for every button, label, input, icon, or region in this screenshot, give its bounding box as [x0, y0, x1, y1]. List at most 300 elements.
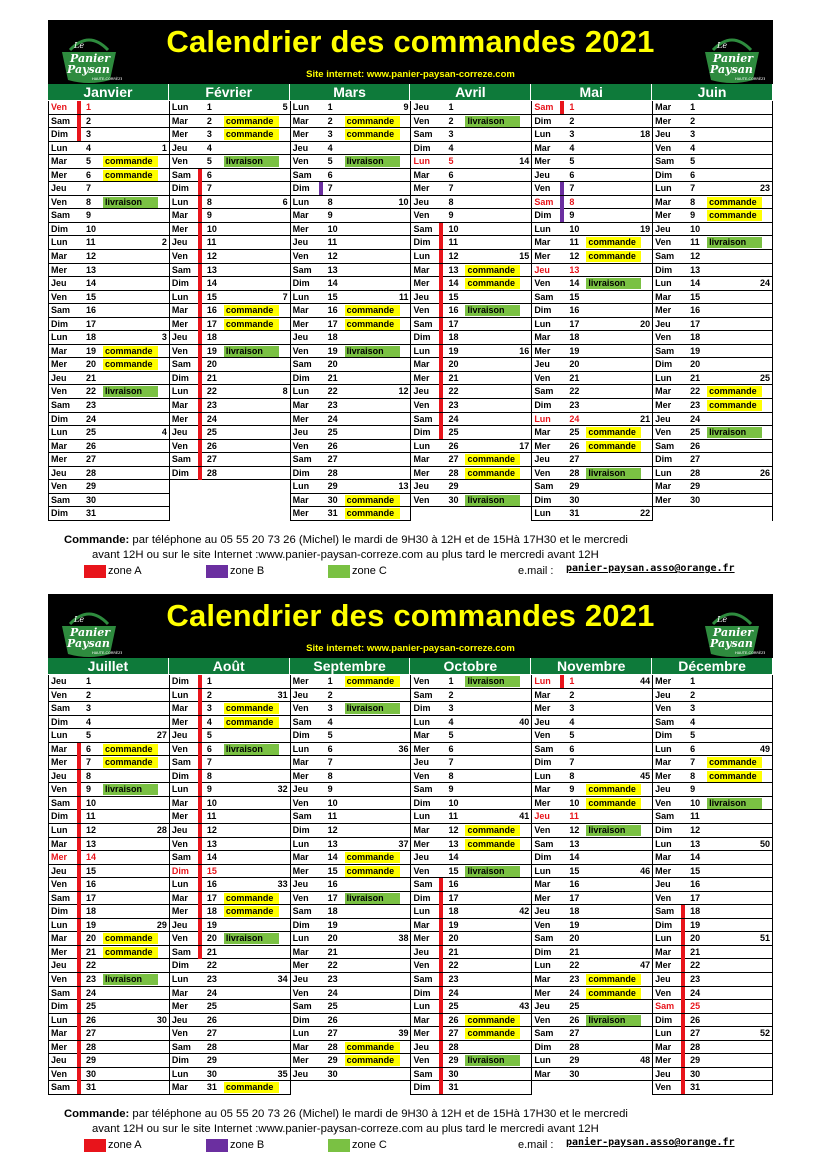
day-row: [532, 756, 652, 770]
day-row: [411, 932, 531, 946]
day-name: Mer: [534, 440, 551, 451]
day-row: [291, 716, 411, 730]
month-column: [531, 101, 652, 521]
zone-b-swatch: [206, 1139, 228, 1152]
day-row: [411, 223, 531, 237]
day-number: 26: [327, 440, 338, 451]
day-number: 30: [569, 494, 580, 505]
day-number: 10: [690, 223, 701, 234]
day-row: [532, 453, 652, 467]
day-number: 2: [206, 115, 212, 126]
day-row: [411, 345, 531, 359]
day-number: 4: [206, 716, 212, 727]
day-row: [411, 770, 531, 784]
day-number: 21: [569, 372, 580, 383]
day-number: 27: [327, 1028, 338, 1039]
day-number: 30: [86, 494, 97, 505]
week-number: 22: [640, 508, 651, 519]
day-number: 2: [86, 689, 92, 700]
zone-b-label: zone B: [230, 565, 265, 578]
commande-badge: commande: [345, 305, 400, 316]
day-number: 24: [86, 987, 97, 998]
day-name: Mer: [413, 467, 430, 478]
week-number: 51: [759, 933, 770, 944]
day-row: [170, 851, 290, 865]
day-row: [532, 358, 652, 372]
day-name: Mer: [171, 223, 188, 234]
day-row: [291, 507, 411, 521]
commande-badge: commande: [586, 784, 641, 795]
day-row: [532, 385, 652, 399]
day-row: [532, 480, 652, 494]
day-number: 21: [327, 946, 338, 957]
day-name: Mer: [655, 210, 672, 221]
day-row: [532, 851, 652, 865]
panier-paysan-logo: [699, 602, 765, 660]
day-row: [653, 236, 772, 250]
commande-badge: commande: [465, 1015, 520, 1026]
day-row: [411, 973, 531, 987]
day-number: 5: [448, 156, 454, 167]
day-name: Sam: [171, 946, 191, 957]
day-name: Lun: [534, 223, 551, 234]
day-number: 22: [327, 386, 338, 397]
day-number: 22: [448, 386, 459, 397]
day-row: [170, 453, 290, 467]
day-number: 26: [86, 1014, 97, 1025]
day-row: [653, 372, 772, 386]
week-number: 26: [759, 467, 770, 478]
day-number: 16: [206, 305, 217, 316]
day-row: [170, 304, 290, 318]
commande-badge: commande: [465, 278, 520, 289]
email-link[interactable]: panier-paysan.asso@orange.fr: [566, 563, 735, 575]
day-number: 28: [569, 1041, 580, 1052]
day-name: Mer: [171, 129, 188, 140]
day-row: [49, 783, 169, 797]
day-number: 15: [206, 291, 217, 302]
day-number: 24: [327, 413, 338, 424]
day-number: 10: [569, 797, 580, 808]
email-link[interactable]: panier-paysan.asso@orange.fr: [566, 1137, 735, 1149]
day-row: [653, 182, 772, 196]
zone-marker: [681, 987, 685, 1000]
day-number: 23: [86, 400, 97, 411]
commande-badge: commande: [103, 933, 158, 944]
day-row: [532, 702, 652, 716]
day-row: [532, 838, 652, 852]
commande-badge: commande: [224, 906, 279, 917]
day-name: Lun: [534, 1055, 551, 1066]
day-row: [49, 372, 169, 386]
day-name: Sam: [534, 196, 554, 207]
day-row: [49, 892, 169, 906]
day-number: 23: [86, 974, 97, 985]
day-number: 12: [448, 825, 459, 836]
day-number: 26: [206, 440, 217, 451]
week-number: 46: [640, 865, 651, 876]
day-number: 2: [690, 115, 696, 126]
day-number: 1: [448, 102, 454, 112]
day-number: 11: [569, 811, 579, 822]
day-number: 4: [448, 716, 454, 727]
day-name: Dim: [171, 770, 189, 781]
day-row: [49, 318, 169, 332]
zone-marker: [439, 878, 443, 891]
month-header: Avril: [410, 84, 531, 100]
day-number: 19: [327, 345, 338, 356]
livraison-badge: livraison: [465, 866, 520, 877]
day-name: Mar: [292, 852, 309, 863]
commande-badge: commande: [103, 947, 158, 958]
day-row: [49, 1081, 169, 1095]
day-number: 12: [86, 825, 97, 836]
day-row: [49, 440, 169, 454]
day-number: 15: [569, 291, 580, 302]
day-row: [532, 440, 652, 454]
day-number: 4: [448, 142, 454, 153]
day-number: 13: [448, 838, 459, 849]
svg-text:Panier: Panier: [70, 626, 111, 639]
day-row: [411, 689, 531, 703]
day-number: 31: [86, 1082, 97, 1093]
day-row: [291, 987, 411, 1001]
day-name: Sam: [413, 413, 433, 424]
day-name: Dim: [292, 278, 310, 289]
day-name: Ven: [534, 278, 551, 289]
day-number: 15: [569, 865, 580, 876]
day-number: 15: [327, 291, 338, 302]
day-row: [653, 1068, 772, 1082]
livraison-badge: livraison: [465, 495, 520, 506]
zone-a-swatch: [84, 565, 106, 578]
day-name: Dim: [51, 318, 69, 329]
day-row: [170, 932, 290, 946]
day-name: Lun: [413, 345, 430, 356]
day-number: 4: [327, 716, 333, 727]
commande-badge: commande: [345, 1042, 400, 1053]
order-note: [64, 1107, 764, 1137]
day-row: [291, 453, 411, 467]
calendar-banner: [48, 20, 773, 90]
day-name: Mer: [292, 676, 309, 686]
day-name: Jeu: [655, 129, 671, 140]
week-number: 33: [277, 879, 288, 890]
week-number: 18: [640, 129, 651, 140]
day-number: 4: [86, 142, 92, 153]
day-name: Mar: [534, 237, 551, 248]
day-number: 11: [569, 237, 579, 248]
day-name: Mar: [655, 196, 672, 207]
zone-marker: [77, 824, 81, 837]
day-name: Dim: [292, 372, 310, 383]
website-link[interactable]: Site internet: www.panier-paysan-correze.com: [306, 643, 515, 654]
day-row: [49, 810, 169, 824]
day-row: [653, 783, 772, 797]
day-number: 2: [448, 115, 454, 126]
livraison-badge: livraison: [345, 703, 400, 714]
day-number: 14: [327, 278, 338, 289]
day-name: Mer: [292, 770, 309, 781]
day-row: [653, 440, 772, 454]
day-name: Sam: [292, 359, 312, 370]
day-name: Jeu: [171, 237, 188, 248]
day-number: 30: [690, 494, 701, 505]
day-name: Dim: [171, 1055, 189, 1066]
week-number: 15: [519, 251, 530, 262]
day-name: Jeu: [534, 169, 550, 180]
day-name: Lun: [413, 251, 430, 262]
day-number: 4: [569, 142, 575, 153]
day-row: [653, 919, 772, 933]
day-number: 1: [569, 676, 575, 686]
day-name: Sam: [655, 1001, 675, 1012]
zone-marker: [439, 932, 443, 945]
day-name: Lun: [655, 372, 672, 383]
day-name: Mer: [655, 865, 672, 876]
day-row: [532, 494, 652, 508]
day-number: 30: [448, 1068, 459, 1079]
day-number: 7: [86, 757, 92, 768]
livraison-badge: livraison: [707, 427, 762, 438]
calendar-title: Calendrier des commandes 2021: [166, 598, 655, 633]
day-number: 8: [448, 770, 454, 781]
day-number: 9: [86, 784, 92, 795]
zone-marker: [439, 413, 443, 426]
day-number: 6: [86, 169, 92, 180]
day-number: 1: [86, 102, 92, 112]
note-line-1: [64, 533, 764, 548]
day-row: [411, 480, 531, 494]
commande-badge: commande: [465, 454, 520, 465]
day-row: [291, 399, 411, 413]
day-row: [291, 494, 411, 508]
month-header: Janvier: [48, 84, 169, 100]
zone-marker: [198, 689, 202, 702]
svg-text:Le: Le: [74, 41, 85, 50]
commande-badge: commande: [586, 798, 641, 809]
day-name: Jeu: [292, 237, 309, 248]
zone-marker: [198, 892, 202, 905]
day-number: 13: [690, 264, 701, 275]
day-number: 25: [86, 1001, 97, 1012]
day-number: 18: [569, 906, 580, 917]
day-name: Sam: [413, 1068, 433, 1079]
day-name: Lun: [171, 974, 189, 985]
week-number: 47: [640, 960, 651, 971]
day-row: [653, 426, 772, 440]
day-row: [653, 467, 772, 481]
calendar-title: Calendrier des commandes 2021: [166, 24, 655, 59]
day-row: [411, 494, 531, 508]
day-number: 11: [327, 811, 338, 822]
day-row: [653, 959, 772, 973]
day-row: [49, 467, 169, 481]
day-name: Mar: [171, 115, 188, 126]
day-name: Mer: [413, 743, 430, 754]
commande-badge: commande: [586, 988, 641, 999]
day-number: 8: [86, 770, 92, 781]
day-name: Dim: [413, 987, 431, 998]
day-row: [653, 115, 772, 129]
day-name: Mar: [51, 933, 68, 944]
week-number: 45: [640, 770, 651, 781]
day-row: [532, 250, 652, 264]
week-number: 43: [519, 1001, 530, 1012]
day-name: Ven: [413, 1055, 430, 1066]
day-row: [170, 1068, 290, 1082]
day-number: 11: [448, 811, 458, 822]
day-name: Sam: [51, 210, 71, 221]
day-number: 3: [690, 129, 696, 140]
day-number: 24: [86, 413, 97, 424]
day-number: 17: [206, 318, 217, 329]
day-row: [411, 372, 531, 386]
day-number: 21: [690, 372, 701, 383]
day-name: Jeu: [51, 467, 67, 478]
zone-marker: [560, 675, 564, 688]
day-name: Lun: [655, 933, 672, 944]
day-number: 16: [569, 879, 580, 890]
day-row: [291, 919, 411, 933]
day-row: [653, 304, 772, 318]
day-number: 19: [86, 919, 97, 930]
day-row: [653, 865, 772, 879]
day-row: [291, 1041, 411, 1055]
day-name: Mer: [292, 960, 309, 971]
day-row: [49, 905, 169, 919]
day-row: [411, 196, 531, 210]
day-row: [411, 729, 531, 743]
day-name: Ven: [534, 919, 551, 930]
day-row: [532, 223, 652, 237]
day-name: Jeu: [655, 318, 671, 329]
day-name: Mar: [534, 689, 551, 700]
day-number: 4: [327, 142, 333, 153]
zone-marker: [198, 467, 202, 480]
day-row: [532, 878, 652, 892]
day-row: [170, 385, 290, 399]
day-name: Mer: [292, 223, 309, 234]
day-row: [653, 810, 772, 824]
day-number: 13: [448, 264, 459, 275]
day-name: Mar: [292, 757, 309, 768]
day-number: 25: [206, 1001, 217, 1012]
day-row: [49, 426, 169, 440]
day-row: [653, 1027, 772, 1041]
zone-marker: [439, 919, 443, 932]
day-row: [411, 824, 531, 838]
day-row: [49, 291, 169, 305]
day-name: Mer: [655, 305, 672, 316]
day-number: 14: [86, 852, 97, 863]
day-name: Lun: [655, 743, 672, 754]
day-name: Ven: [655, 797, 672, 808]
zone-marker: [198, 264, 202, 277]
website-link[interactable]: Site internet: www.panier-paysan-correze.com: [306, 69, 515, 80]
month-grid: [48, 675, 773, 1095]
day-name: Jeu: [413, 196, 429, 207]
day-name: Mar: [534, 1068, 551, 1079]
zone-marker: [77, 892, 81, 905]
day-row: [291, 729, 411, 743]
day-row: [49, 196, 169, 210]
day-name: Mar: [413, 264, 430, 275]
zone-marker: [439, 1041, 443, 1054]
day-number: 31: [690, 1082, 701, 1093]
day-name: Dim: [292, 183, 310, 194]
month-headers: [48, 84, 773, 100]
day-name: Sam: [534, 102, 554, 112]
day-row: [291, 905, 411, 919]
day-row: [49, 973, 169, 987]
day-name: Mar: [292, 946, 309, 957]
zone-marker: [77, 797, 81, 810]
day-name: Sam: [51, 115, 71, 126]
day-number: 1: [448, 676, 454, 686]
zone-marker: [439, 277, 443, 290]
livraison-badge: livraison: [103, 386, 158, 397]
day-row: [49, 264, 169, 278]
day-row: [49, 453, 169, 467]
day-number: 16: [327, 879, 338, 890]
day-name: Ven: [51, 291, 68, 302]
day-number: 29: [569, 481, 580, 492]
day-row: [653, 973, 772, 987]
day-name: Mar: [655, 102, 672, 112]
day-name: Sam: [655, 156, 675, 167]
day-name: Mar: [534, 879, 551, 890]
day-number: 20: [86, 933, 97, 944]
day-number: 11: [86, 237, 96, 248]
day-name: Jeu: [292, 879, 309, 890]
day-number: 29: [448, 481, 459, 492]
day-name: Dim: [655, 730, 673, 741]
day-number: 5: [690, 156, 696, 167]
day-name: Lun: [534, 318, 551, 329]
day-name: Lun: [51, 730, 68, 741]
day-name: Dim: [655, 359, 673, 370]
week-number: 16: [519, 345, 530, 356]
week-number: 9: [403, 102, 409, 112]
day-name: Mer: [655, 1055, 672, 1066]
livraison-badge: livraison: [345, 156, 400, 167]
day-number: 12: [206, 251, 217, 262]
day-name: Jeu: [655, 689, 671, 700]
day-name: Ven: [655, 892, 672, 903]
zone-marker: [198, 440, 202, 453]
day-row: [653, 413, 772, 427]
day-name: Sam: [292, 264, 312, 275]
zone-marker: [319, 182, 323, 195]
day-row: [49, 1014, 169, 1028]
day-row: [291, 277, 411, 291]
day-number: 8: [327, 196, 333, 207]
day-number: 3: [690, 703, 696, 714]
day-row: [170, 770, 290, 784]
day-number: 21: [86, 372, 97, 383]
day-row: [170, 865, 290, 879]
commande-badge: commande: [465, 839, 520, 850]
day-number: 13: [569, 838, 580, 849]
svg-text:HAUTE-CORRÈZE: HAUTE-CORRÈZE: [735, 651, 765, 655]
livraison-badge: livraison: [465, 1055, 520, 1066]
month-column: [48, 101, 169, 521]
day-row: [653, 358, 772, 372]
day-number: 14: [448, 278, 459, 289]
day-row: [49, 345, 169, 359]
day-number: 21: [206, 946, 217, 957]
